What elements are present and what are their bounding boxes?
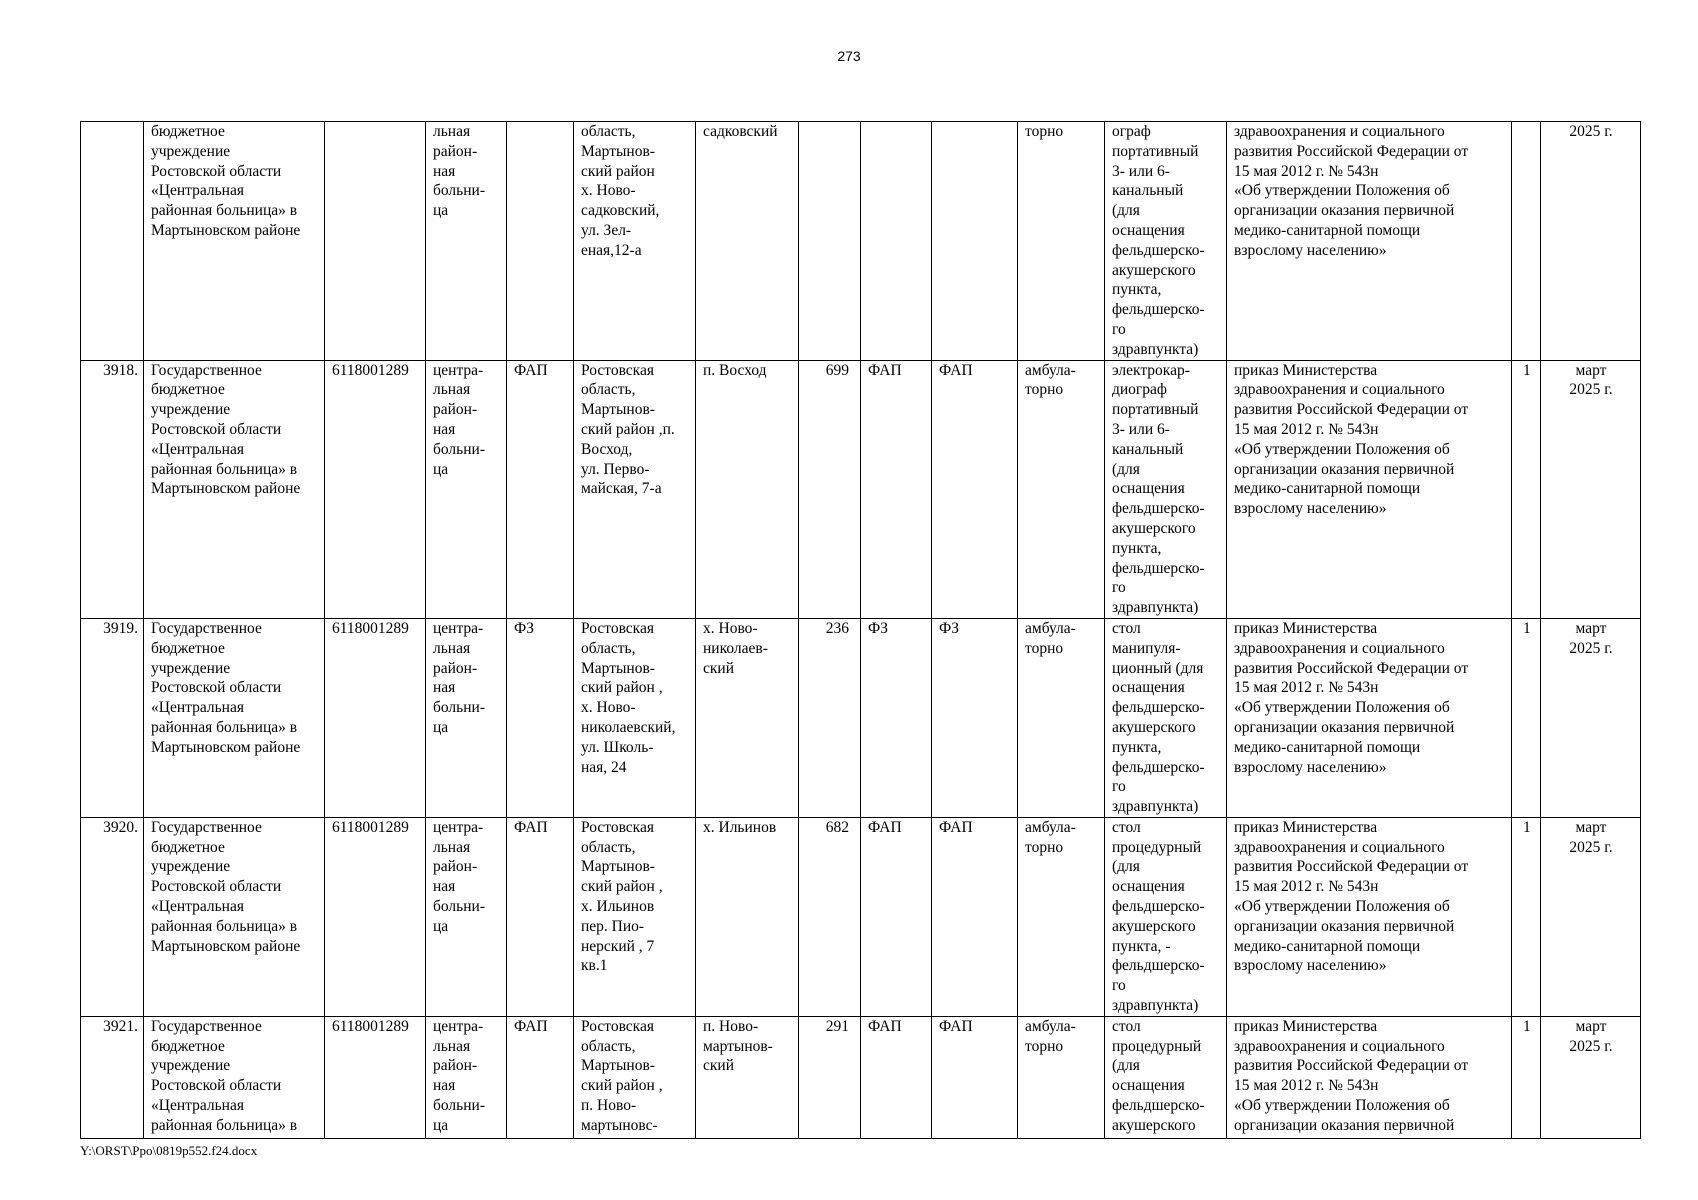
settlement-cell: х. Ильинов [696, 817, 799, 1016]
inn-cell [325, 122, 426, 361]
legal-basis-cell: приказ Министерства здравоохранения и социального развития Российской Федерации от 15 мая 2012 г. № 543н «Об утверждении Положения об организации оказания первичной медико-санитарной помощи взрослому населению» [1227, 817, 1512, 1016]
unit-type-cell: ФЗ [507, 618, 574, 817]
row-number-cell: 3919. [81, 618, 144, 817]
quantity-cell [1512, 122, 1541, 361]
population-cell: 699 [799, 360, 861, 618]
row-number-cell: 3921. [81, 1016, 144, 1138]
inn-cell: 6118001289 [325, 817, 426, 1016]
unit-type-cell: ФАП [507, 1016, 574, 1138]
row-number-cell [81, 122, 144, 361]
care-mode-cell: амбула- торно [1018, 360, 1105, 618]
delivery-date-cell: март 2025 г. [1541, 1016, 1641, 1138]
equipment-cell: ограф портативный 3- или 6- канальный (для оснащения фельдшерско- акушерского пункта, фельдшерско- го здравпункта) [1105, 122, 1227, 361]
delivery-date-cell: 2025 г. [1541, 122, 1641, 361]
legal-basis-cell: здравоохранения и социального развития Российской Федерации от 15 мая 2012 г. № 543н «Об утверждении Положения об организации оказания первичной медико-санитарной помощи взрослому населению» [1227, 122, 1512, 361]
organization-cell: Государственное бюджетное учреждение Ростовской области «Центральная районная больница» в Мартыновском районе [144, 360, 325, 618]
organization-type-cell: центра- льная район- ная больни- ца [426, 360, 507, 618]
quantity-cell: 1 [1512, 1016, 1541, 1138]
unit-kind-alt-cell: ФАП [932, 817, 1018, 1016]
delivery-date-cell: март 2025 г. [1541, 817, 1641, 1016]
settlement-cell: п. Восход [696, 360, 799, 618]
care-mode-cell: торно [1018, 122, 1105, 361]
care-mode-cell: амбула- торно [1018, 1016, 1105, 1138]
quantity-cell: 1 [1512, 618, 1541, 817]
legal-basis-cell: приказ Министерства здравоохранения и социального развития Российской Федерации от 15 мая 2012 г. № 543н «Об утверждении Положения об организации оказания первичной медико-санитарной помощи взрослому населению» [1227, 360, 1512, 618]
row-number-cell: 3920. [81, 817, 144, 1016]
row-number-cell: 3918. [81, 360, 144, 618]
legal-basis-cell: приказ Министерства здравоохранения и социального развития Российской Федерации от 15 мая 2012 г. № 543н «Об утверждении Положения об организации оказания первичной [1227, 1016, 1512, 1138]
settlement-cell: садковский [696, 122, 799, 361]
table-row [81, 1016, 1641, 1138]
unit-type-cell [507, 122, 574, 361]
page-number: 273 [837, 48, 861, 64]
inn-cell: 6118001289 [325, 618, 426, 817]
settlement-cell: х. Ново- николаев- ский [696, 618, 799, 817]
population-cell: 682 [799, 817, 861, 1016]
population-cell: 291 [799, 1016, 861, 1138]
address-cell: область, Мартынов- ский район х. Ново- садковский, ул. Зел- еная,12-а [574, 122, 696, 361]
unit-type-cell: ФАП [507, 817, 574, 1016]
population-cell: 236 [799, 618, 861, 817]
equipment-cell: стол процедурный (для оснащения фельдшерско- акушерского пункта, - фельдшерско- го здравпункта) [1105, 817, 1227, 1016]
unit-kind-cell: ФЗ [861, 618, 932, 817]
table-row [81, 122, 1641, 361]
equipment-cell: стол процедурный (для оснащения фельдшерско- акушерского [1105, 1016, 1227, 1138]
organization-type-cell: центра- льная район- ная больни- ца [426, 1016, 507, 1138]
organization-type-cell: центра- льная район- ная больни- ца [426, 618, 507, 817]
organization-type-cell: льная район- ная больни- ца [426, 122, 507, 361]
unit-kind-cell: ФАП [861, 360, 932, 618]
table-row [81, 817, 1641, 1016]
settlement-cell: п. Ново- мартынов- ский [696, 1016, 799, 1138]
unit-kind-alt-cell [932, 122, 1018, 361]
table-row [81, 618, 1641, 817]
unit-kind-alt-cell: ФЗ [932, 618, 1018, 817]
address-cell: Ростовская область, Мартынов- ский район , х. Ильинов пер. Пио- нерский , 7 кв.1 [574, 817, 696, 1016]
equipment-cell: стол манипуля- ционный (для оснащения фельдшерско- акушерского пункта, фельдшерско- го здравпункта) [1105, 618, 1227, 817]
delivery-date-cell: март 2025 г. [1541, 618, 1641, 817]
organization-type-cell: центра- льная район- ная больни- ца [426, 817, 507, 1016]
quantity-cell: 1 [1512, 817, 1541, 1016]
address-cell: Ростовская область, Мартынов- ский район , х. Ново- николаевский, ул. Школь- ная, 24 [574, 618, 696, 817]
care-mode-cell: амбула- торно [1018, 618, 1105, 817]
address-cell: Ростовская область, Мартынов- ский район , п. Ново- мартыновс- [574, 1016, 696, 1138]
unit-type-cell: ФАП [507, 360, 574, 618]
unit-kind-alt-cell: ФАП [932, 1016, 1018, 1138]
unit-kind-cell [861, 122, 932, 361]
delivery-date-cell: март 2025 г. [1541, 360, 1641, 618]
care-mode-cell: амбула- торно [1018, 817, 1105, 1016]
address-cell: Ростовская область, Мартынов- ский район ,п. Восход, ул. Перво- майская, 7-а [574, 360, 696, 618]
table-row [81, 360, 1641, 618]
file-path-footer: Y:\ORST\Ppo\0819p552.f24.docx [80, 1143, 258, 1158]
unit-kind-cell: ФАП [861, 817, 932, 1016]
equipment-cell: электрокар- диограф портативный 3- или 6- канальный (для оснащения фельдшерско- акушерского пункта, фельдшерско- го здравпункта) [1105, 360, 1227, 618]
quantity-cell: 1 [1512, 360, 1541, 618]
organization-cell: бюджетное учреждение Ростовской области «Центральная районная больница» в Мартыновском районе [144, 122, 325, 361]
legal-basis-cell: приказ Министерства здравоохранения и социального развития Российской Федерации от 15 мая 2012 г. № 543н «Об утверждении Положения об организации оказания первичной медико-санитарной помощи взрослому населению» [1227, 618, 1512, 817]
organization-cell: Государственное бюджетное учреждение Ростовской области «Центральная районная больница» в [144, 1016, 325, 1138]
unit-kind-alt-cell: ФАП [932, 360, 1018, 618]
organization-cell: Государственное бюджетное учреждение Ростовской области «Центральная районная больница» в Мартыновском районе [144, 618, 325, 817]
organization-cell: Государственное бюджетное учреждение Ростовской области «Центральная районная больница» в Мартыновском районе [144, 817, 325, 1016]
unit-kind-cell: ФАП [861, 1016, 932, 1138]
inn-cell: 6118001289 [325, 1016, 426, 1138]
inn-cell: 6118001289 [325, 360, 426, 618]
equipment-table [80, 121, 1641, 1139]
population-cell [799, 122, 861, 361]
